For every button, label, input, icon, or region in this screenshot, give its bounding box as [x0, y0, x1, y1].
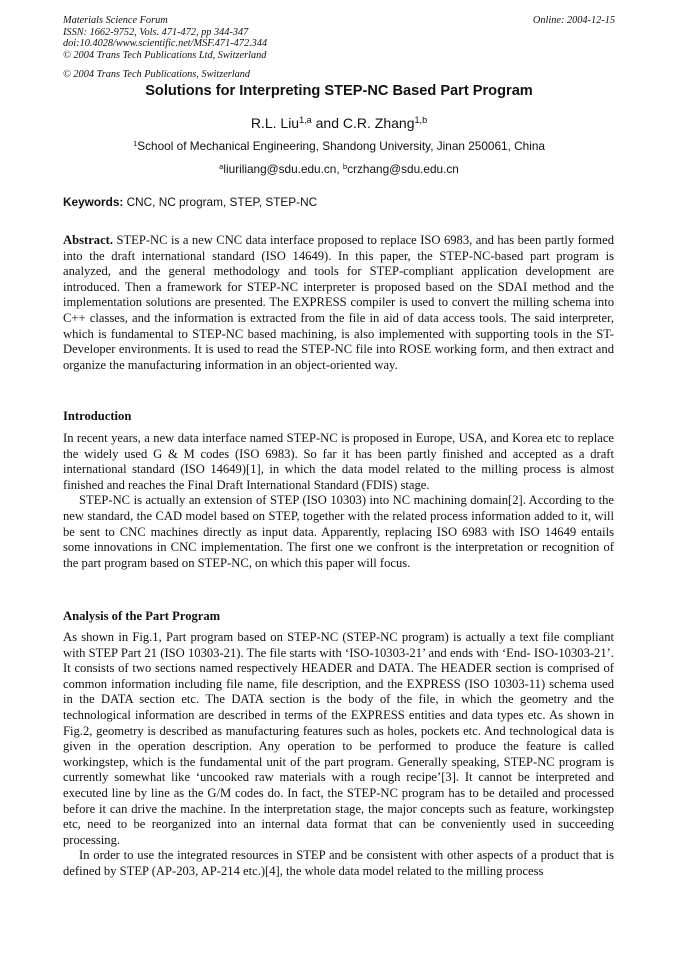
- abstract-label: Abstract.: [63, 233, 114, 247]
- author-2: C.R. Zhang: [342, 115, 415, 131]
- author-1: R.L. Liu: [250, 115, 300, 131]
- introduction-section: [63, 431, 614, 571]
- doi-line: doi:10.4028/www.scientific.net/MSF.471-472.344: [63, 38, 268, 50]
- online-date: Online: 2004-12-15: [532, 15, 615, 26]
- keywords-text: CNC, NC program, STEP, STEP-NC: [123, 195, 318, 209]
- affiliation-text: School of Mechanical Engineering, Shandong University, Jinan 250061, China: [137, 139, 545, 153]
- email-b-sup: b: [342, 161, 348, 171]
- analysis-section: [63, 630, 614, 880]
- author-1-sup: 1,a: [299, 115, 312, 125]
- copyright-line: © 2004 Trans Tech Publications Ltd, Switzerland: [63, 49, 267, 61]
- introduction-paragraph-1: In recent years, a new data interface named STEP-NC is proposed in Europe, USA, and Korea etc to replace the widely used G & M codes (ISO 6983). So far it has been partly finished and accepted as a draft international standard (ISO 14649)[1], in which the data model related to the milling process is almost finished and reaches the Final Draft International Standard (FDIS) stage.: [63, 431, 614, 492]
- keywords-label: Keywords:: [63, 195, 124, 209]
- email-a-sup: a: [219, 161, 224, 171]
- email-b[interactable]: crzhang@sdu.edu.cn: [347, 162, 459, 176]
- analysis-heading: Analysis of the Part Program: [63, 609, 221, 623]
- journal-name: Materials Science Forum: [63, 15, 168, 26]
- author-2-sup: 1,b: [414, 115, 428, 125]
- affiliation-sup: 1: [133, 138, 138, 148]
- introduction-paragraph-2: STEP-NC is actually an extension of STEP (ISO 10303) into NC machining domain[2]. According to the new standard, the CAD model based on STEP, together with the related process information added to it, will be sent to CNC machines directly as input data. Apparently, replacing ISO 6983 with ISO 14649 entails some innovations in CNC implementation. The first one we confront is the interpretation or recognition of the part program based on STEP-NC, on which this paper will focus.: [63, 493, 614, 570]
- analysis-paragraph-1: As shown in Fig.1, Part program based on STEP-NC (STEP-NC program) is actually a text file compliant with STEP Part 21 (ISO 10303-21). The file starts with ‘ISO-10303-21’ and ends with ‘End- ISO-10303-21’. It consists of two sections named respectively HEADER and DATA. The HEADER section is comprised of common information including file name, file description, and the EXPRESS (ISO 10303-11) schema used in the DATA section etc. The DATA section is the body of the file, in which the geometry and the technological information are described in terms of the EXPRESS entities and data types etc. As shown in Fig.2, geometry is described as manufacturing features such as holes, pockets etc. And technological data is given in the operation description. Any operation to be performed to produce the feature is called workingstep, which is the fundamental unit of the part program. Generally speaking, STEP-NC program is currently somewhat like ‘uncooked raw materials with a rough recipe’[3]. It cannot be interpreted and executed line by line as the G/M codes do. In fact, the STEP-NC program has to be detailed and processed before it can drive the machine. In the interpretation stage, the major concepts such as feature, workingstep etc, need to be reorganized into an internal data format that can be conveniently used in succeeding processing.: [63, 630, 614, 847]
- abstract: [63, 233, 614, 373]
- abstract-text: STEP-NC is a new CNC data interface proposed to replace ISO 6983, and has been partly formed into the draft international standard (ISO 14649). In this paper, the STEP-NC-based part program is analyzed, and the general methodology and tools for STEP-compliant application development are introduced. Then a framework for STEP-NC interpreter is proposed based on the SDAI method and the implementation solutions are presented. The EXPRESS compiler is used to convert the milling schema into C++ classes, and the information is extracted from the file in aid of data access tools. The said interpreter, which is fundamental to STEP-NC based machining, is also implemented with supporting tools in the ST-Developer environments. It is used to read the STEP-NC file into ROSE working form, and then extract and organize the manufacturing information in an object-oriented way.: [63, 233, 614, 372]
- email-line: [0, 162, 678, 176]
- copyright-notice: © 2004 Trans Tech Publications, Switzerland: [63, 69, 251, 80]
- keywords: [63, 195, 317, 209]
- email-a[interactable]: liuriliang@sdu.edu.cn,: [223, 162, 343, 176]
- journal-header: [63, 15, 267, 61]
- paper-title: Solutions for Interpreting STEP-NC Based Part Program: [145, 83, 533, 99]
- author-and: and: [311, 115, 343, 131]
- affiliation: [0, 139, 678, 153]
- issn-line: ISSN: 1662-9752, Vols. 471-472, pp 344-347: [63, 26, 249, 38]
- analysis-paragraph-2: In order to use the integrated resources in STEP and be consistent with other aspects of a product that is defined by STEP (AP-203, AP-214 etc.)[4], the whole data model related to the milling process: [63, 848, 614, 878]
- author-line: [0, 115, 678, 131]
- introduction-heading: Introduction: [63, 409, 132, 423]
